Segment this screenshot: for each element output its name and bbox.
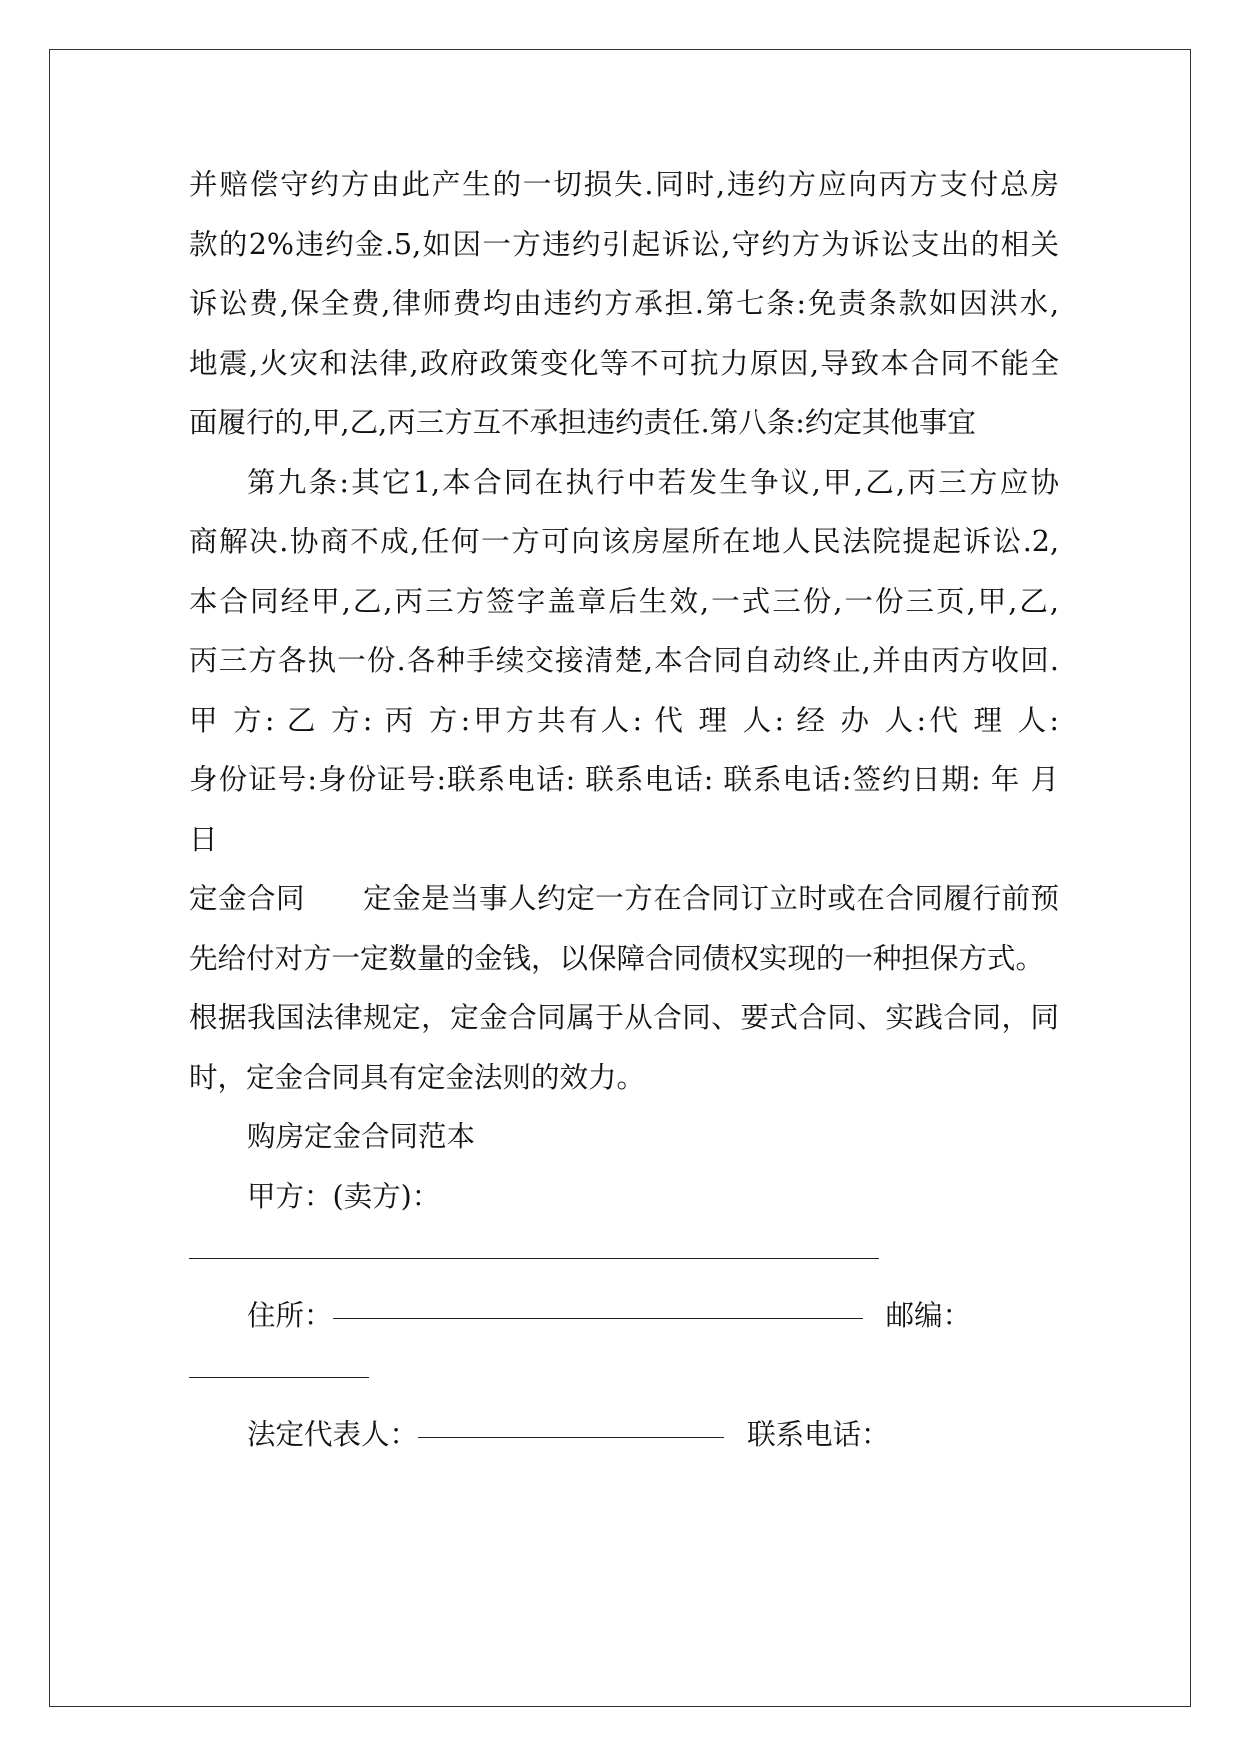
template-title: 购房定金合同范本 — [247, 1120, 476, 1153]
address-label: 住所： — [247, 1298, 333, 1332]
signature-fields-line: 身份证号:身份证号:联系电话: 联系电话: 联系电话:签约日期: 年 月 — [189, 763, 1059, 796]
body-line: 先给付对方一定数量的金钱，以保障合同债权实现的一种担保方式。 — [189, 941, 1045, 975]
address-row — [189, 1286, 1059, 1346]
legal-rep-blank — [418, 1437, 724, 1438]
body-line: 日 — [189, 822, 218, 856]
body-line: 地震,火灾和法律,政府政策变化等不可抗力原因,导致本合同不能全 — [189, 346, 1059, 380]
phone-label: 联系电话： — [747, 1417, 890, 1451]
legal-rep-label: 法定代表人： — [247, 1417, 419, 1451]
party-a-blank-row — [189, 1226, 1059, 1286]
body-line: 时，定金合同具有定金法则的效力。 — [189, 1060, 646, 1094]
address-blank — [333, 1318, 863, 1319]
body-line: 丙三方各执一份.各种手续交接清楚,本合同自动终止,并由丙方收回. — [189, 644, 1059, 677]
legal-rep-row — [189, 1405, 1059, 1465]
body-line: 商解决.协商不成,任何一方可向该房屋所在地人民法院提起诉讼.2, — [189, 525, 1059, 558]
postcode-blank-row — [189, 1345, 1059, 1405]
body-line: 并赔偿守约方由此产生的一切损失.同时,违约方应向丙方支付总房 — [189, 168, 1059, 201]
document-body — [189, 155, 1059, 1464]
body-line: 根据我国法律规定，定金合同属于从合同、要式合同、实践合同，同 — [189, 1001, 1059, 1034]
signature-fields-line: 甲 方: 乙 方: 丙 方:甲方共有人: 代 理 人: 经 办 人:代 理 人: — [189, 703, 1059, 737]
postcode-label: 邮编： — [885, 1298, 972, 1332]
party-a-blank — [189, 1258, 879, 1259]
party-a-label: 甲方：(卖方)： — [247, 1179, 441, 1213]
postcode-blank — [189, 1377, 369, 1378]
deposit-contract-intro: 定金合同 定金是当事人约定一方在合同订立时或在合同履行前预 — [189, 882, 1059, 915]
body-line: 第九条:其它1,本合同在执行中若发生争议,甲,乙,丙三方应协 — [247, 465, 1059, 499]
body-line: 面履行的,甲,乙,丙三方互不承担违约责任.第八条:约定其他事宜 — [189, 406, 976, 439]
body-line: 本合同经甲,乙,丙三方签字盖章后生效,一式三份,一份三页,甲,乙, — [189, 584, 1059, 618]
body-line: 款的2%违约金.5,如因一方违约引起诉讼,守约方为诉讼支出的相关 — [189, 227, 1059, 261]
body-line: 诉讼费,保全费,律师费均由违约方承担.第七条:免责条款如因洪水, — [189, 287, 1059, 320]
